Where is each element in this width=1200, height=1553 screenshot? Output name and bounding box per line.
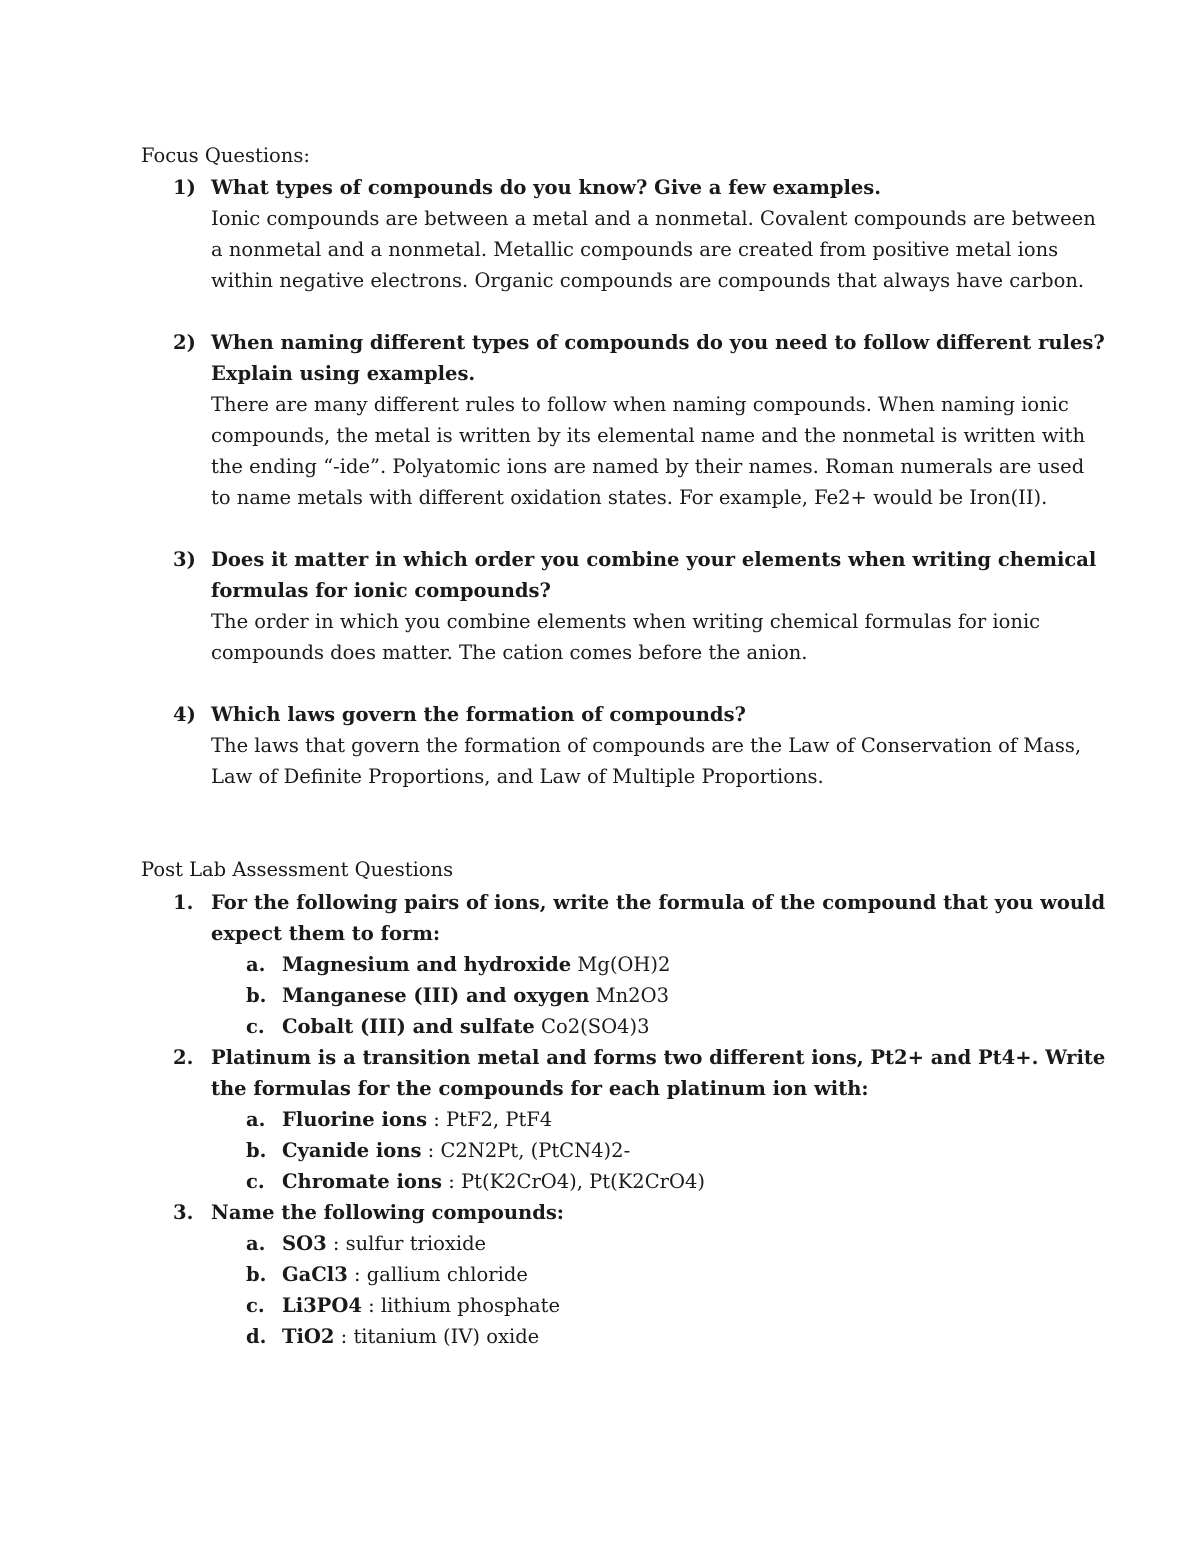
focus-q2-question: When naming different types of compounds do you need to follow different rules? bbox=[211, 331, 1105, 354]
sub-item-answer: Mn2O3 bbox=[589, 984, 669, 1007]
sub-item-letter: a. bbox=[246, 953, 266, 976]
post-lab-q2-question: the formulas for the compounds for each platinum ion with: bbox=[211, 1077, 869, 1100]
focus-q1-question: What types of compounds do you know? Give a few examples. bbox=[211, 176, 882, 199]
sub-item-label: Fluorine ions bbox=[282, 1108, 428, 1131]
sub-item-answer: Mg(OH)2 bbox=[571, 953, 671, 976]
sub-item bbox=[282, 1325, 539, 1348]
sub-item-letter: b. bbox=[246, 984, 267, 1007]
focus-q3-question: formulas for ionic compounds? bbox=[211, 579, 551, 602]
sub-item-answer: : gallium chloride bbox=[347, 1263, 528, 1286]
sub-item-label: Manganese (III) and oxygen bbox=[282, 984, 590, 1007]
sub-item-label: Magnesium and hydroxide bbox=[282, 953, 572, 976]
sub-item bbox=[282, 953, 670, 976]
focus-questions-heading: Focus Questions: bbox=[141, 144, 310, 167]
focus-q3-question: Does it matter in which order you combine your elements when writing chemical bbox=[211, 548, 1097, 571]
focus-q2-answer-line: the ending “-ide”. Polyatomic ions are named by their names. Roman numerals are used bbox=[211, 455, 1085, 478]
focus-q2-question: Explain using examples. bbox=[211, 362, 476, 385]
focus-q1-answer-line: within negative electrons. Organic compounds are compounds that always have carbon. bbox=[211, 269, 1085, 292]
focus-q4-answer-line: The laws that govern the formation of compounds are the Law of Conservation of Mass, bbox=[211, 734, 1082, 757]
sub-item bbox=[282, 1263, 528, 1286]
sub-item-label: Cyanide ions bbox=[282, 1139, 422, 1162]
post-lab-heading: Post Lab Assessment Questions bbox=[141, 858, 454, 881]
sub-item-letter: b. bbox=[246, 1139, 267, 1162]
sub-item-answer: Co2(SO4)3 bbox=[534, 1015, 650, 1038]
focus-q2-answer-line: There are many different rules to follow when naming compounds. When naming ionic bbox=[211, 393, 1069, 416]
focus-q1-answer-line: Ionic compounds are between a metal and a nonmetal. Covalent compounds are between bbox=[211, 207, 1096, 230]
post-lab-q1-question: expect them to form: bbox=[211, 922, 441, 945]
sub-item-letter: a. bbox=[246, 1232, 266, 1255]
focus-q3-answer-line: compounds does matter. The cation comes before the anion. bbox=[211, 641, 808, 664]
sub-item bbox=[282, 1232, 486, 1255]
focus-q3-answer-line: The order in which you combine elements when writing chemical formulas for ionic bbox=[211, 610, 1041, 633]
sub-item-answer: : PtF2, PtF4 bbox=[427, 1108, 553, 1131]
focus-q4-number: 4) bbox=[173, 703, 196, 726]
sub-item-label: GaCl3 bbox=[282, 1263, 348, 1286]
post-lab-q3-number: 3. bbox=[173, 1201, 194, 1224]
sub-item bbox=[282, 1294, 560, 1317]
sub-item-letter: a. bbox=[246, 1108, 266, 1131]
focus-q4-question: Which laws govern the formation of compounds? bbox=[211, 703, 746, 726]
sub-item-letter: b. bbox=[246, 1263, 267, 1286]
sub-item-answer: : sulfur trioxide bbox=[326, 1232, 487, 1255]
sub-item bbox=[282, 1015, 649, 1038]
post-lab-q1-question: For the following pairs of ions, write the formula of the compound that you would bbox=[211, 891, 1106, 914]
sub-item-answer: : Pt(K2CrO4), Pt(K2CrO4) bbox=[442, 1170, 705, 1193]
sub-item-letter: c. bbox=[246, 1170, 265, 1193]
sub-item bbox=[282, 984, 669, 1007]
sub-item-answer: : titanium (IV) oxide bbox=[334, 1325, 540, 1348]
sub-item bbox=[282, 1139, 630, 1162]
sub-item-label: Chromate ions bbox=[282, 1170, 443, 1193]
focus-q2-number: 2) bbox=[173, 331, 196, 354]
focus-q2-answer-line: compounds, the metal is written by its elemental name and the nonmetal is written with bbox=[211, 424, 1086, 447]
sub-item bbox=[282, 1170, 705, 1193]
post-lab-q1-number: 1. bbox=[173, 891, 194, 914]
focus-q4-answer-line: Law of Definite Proportions, and Law of Multiple Proportions. bbox=[211, 765, 824, 788]
sub-item-answer: : C2N2Pt, (PtCN4)2- bbox=[421, 1139, 631, 1162]
sub-item bbox=[282, 1108, 552, 1131]
post-lab-q3-question: Name the following compounds: bbox=[211, 1201, 564, 1224]
sub-item-label: Cobalt (III) and sulfate bbox=[282, 1015, 535, 1038]
sub-item-answer: : lithium phosphate bbox=[361, 1294, 561, 1317]
focus-q1-number: 1) bbox=[173, 176, 196, 199]
sub-item-label: TiO2 bbox=[282, 1325, 335, 1348]
post-lab-q2-number: 2. bbox=[173, 1046, 194, 1069]
post-lab-q2-question: Platinum is a transition metal and forms two different ions, Pt2+ and Pt4+. Write bbox=[211, 1046, 1106, 1069]
focus-q1-answer-line: a nonmetal and a nonmetal. Metallic compounds are created from positive metal ions bbox=[211, 238, 1059, 261]
sub-item-letter: c. bbox=[246, 1015, 265, 1038]
sub-item-letter: c. bbox=[246, 1294, 265, 1317]
focus-q3-number: 3) bbox=[173, 548, 196, 571]
sub-item-label: SO3 bbox=[282, 1232, 327, 1255]
focus-q2-answer-line: to name metals with different oxidation states. For example, Fe2+ would be Iron(II). bbox=[211, 486, 1048, 509]
sub-item-label: Li3PO4 bbox=[282, 1294, 362, 1317]
sub-item-letter: d. bbox=[246, 1325, 267, 1348]
